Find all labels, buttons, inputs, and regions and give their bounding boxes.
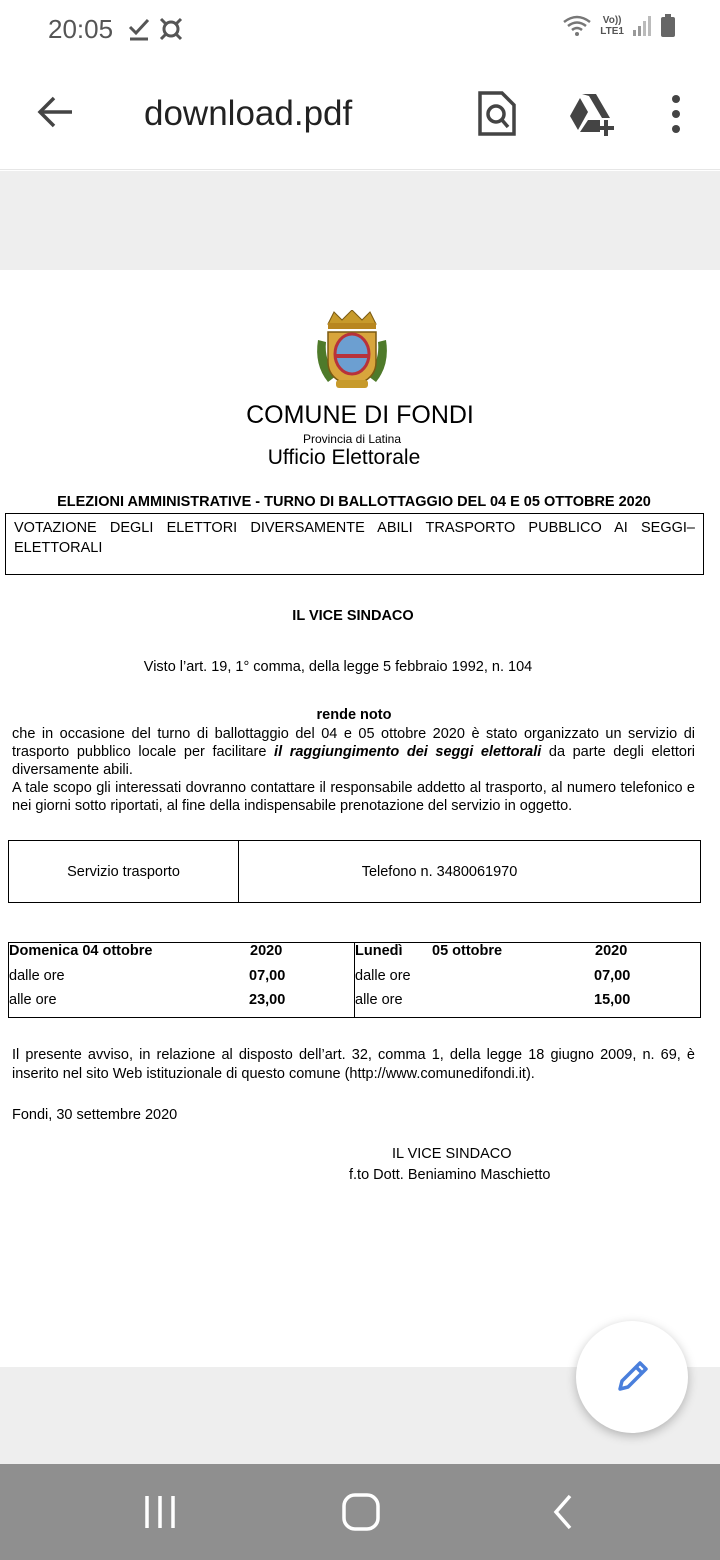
service-phone: Telefono n. 3480061970 [361, 863, 518, 880]
lte-indicator [600, 15, 624, 37]
find-in-page-button[interactable] [474, 90, 518, 138]
schedule-row [9, 992, 354, 1016]
document-title: download.pdf [144, 94, 353, 133]
wifi-icon [562, 14, 592, 38]
app-notification-icon [158, 16, 184, 42]
body-paragraph-2: A tale scopo gli interessati dovranno contattare il responsabile addetto al trasporto, al numero telefonico e nei giorni sotto riportati, al fine della indispensabile prenotazione del servizio in oggetto. [12, 780, 695, 814]
body-emphasis: il raggiungimento dei seggi elettorali [274, 744, 542, 760]
from-time: 07,00 [249, 968, 286, 984]
pdf-viewer[interactable] [0, 171, 720, 1464]
more-vert-icon [672, 95, 680, 133]
lte-label: LTE1 [600, 26, 624, 37]
body-part-2: da parte degli elettori diversamente abili. [12, 744, 696, 778]
from-label: dalle ore [355, 968, 411, 984]
to-label: alle ore [9, 992, 57, 1008]
app-bar [0, 60, 720, 170]
schedule-row [9, 943, 354, 967]
status-bar [0, 0, 720, 60]
from-label: dalle ore [9, 968, 65, 984]
schedule-row [355, 943, 700, 967]
back-nav-button[interactable] [538, 1490, 588, 1534]
municipal-crest-icon [314, 310, 390, 392]
election-heading: ELEZIONI AMMINISTRATIVE - TURNO DI BALLOTTAGGIO DEL 04 E 05 OTTOBRE 2020 [57, 494, 651, 510]
signer-title: IL VICE SINDACO [392, 1146, 512, 1162]
signal-icon [632, 15, 652, 37]
signer-name: f.to Dott. Beniamino Maschietto [349, 1167, 551, 1183]
service-table [8, 840, 701, 903]
province-name: Provincia di Latina [302, 432, 402, 446]
schedule-date: 05 ottobre [432, 943, 503, 959]
back-button[interactable] [34, 90, 78, 134]
pencil-icon [612, 1357, 652, 1397]
arrow-left-icon [40, 98, 72, 126]
add-to-drive-icon [570, 94, 614, 136]
service-label: Servizio trasporto [9, 841, 239, 902]
schedule-row [355, 992, 700, 1016]
publication-notice: Il presente avviso, in relazione al disposto dell’art. 32, comma 1, della legge 18 giugno 2009, n. 69, è inserito nel sito Web istituzionale di questo comune (http://www.comunedifondi.it). [12, 1047, 695, 1082]
municipality-name: COMUNE DI FONDI [246, 401, 474, 429]
announcement-body [12, 725, 695, 815]
add-to-drive-button[interactable] [566, 90, 618, 138]
edit-fab-button[interactable] [576, 1321, 688, 1433]
status-time: 20:05 [48, 14, 114, 44]
recent-apps-icon [147, 1496, 173, 1528]
pdf-page [0, 270, 720, 1367]
status-right-cluster [562, 14, 676, 38]
to-time: 23,00 [249, 992, 286, 1008]
schedule-sunday [9, 943, 355, 1017]
schedule-table [8, 942, 701, 1018]
from-time: 07,00 [594, 968, 631, 984]
more-options-button[interactable] [660, 92, 692, 136]
body-part-1: che in occasione del turno di ballottaggio del 04 e 05 ottobre 2020 è stato organizzato un servizio di trasporto pubblico locale per facilitare [12, 726, 695, 760]
schedule-row [9, 968, 354, 992]
schedule-day: Domenica 04 ottobre [9, 943, 153, 959]
volte-label: Vo)) [602, 15, 622, 26]
navigation-bar [0, 1464, 720, 1560]
schedule-monday [355, 943, 700, 1017]
schedule-day: Lunedì [355, 943, 403, 959]
checkmark-icon [128, 16, 150, 42]
schedule-row [355, 968, 700, 992]
office-name: Ufficio Elettorale [267, 446, 421, 469]
vice-mayor-heading: IL VICE SINDACO [292, 608, 414, 624]
schedule-year: 2020 [595, 943, 628, 959]
schedule-year: 2020 [250, 943, 283, 959]
home-button[interactable] [336, 1490, 386, 1534]
find-in-page-icon [480, 93, 514, 134]
chevron-left-icon [556, 1496, 570, 1528]
battery-icon [660, 14, 676, 38]
recent-apps-button[interactable] [135, 1490, 185, 1534]
home-icon [344, 1495, 378, 1529]
announcement-heading: rende noto [316, 707, 392, 723]
to-time: 15,00 [594, 992, 631, 1008]
boxed-subject: VOTAZIONE DEGLI ELETTORI DIVERSAMENTE ABILI TRASPORTO PUBBLICO AI SEGGI–ELETTORALI [5, 513, 704, 575]
place-date: Fondi, 30 settembre 2020 [12, 1107, 178, 1123]
legal-reference: Visto l’art. 19, 1° comma, della legge 5 febbraio 1992, n. 104 [143, 659, 533, 675]
to-label: alle ore [355, 992, 403, 1008]
